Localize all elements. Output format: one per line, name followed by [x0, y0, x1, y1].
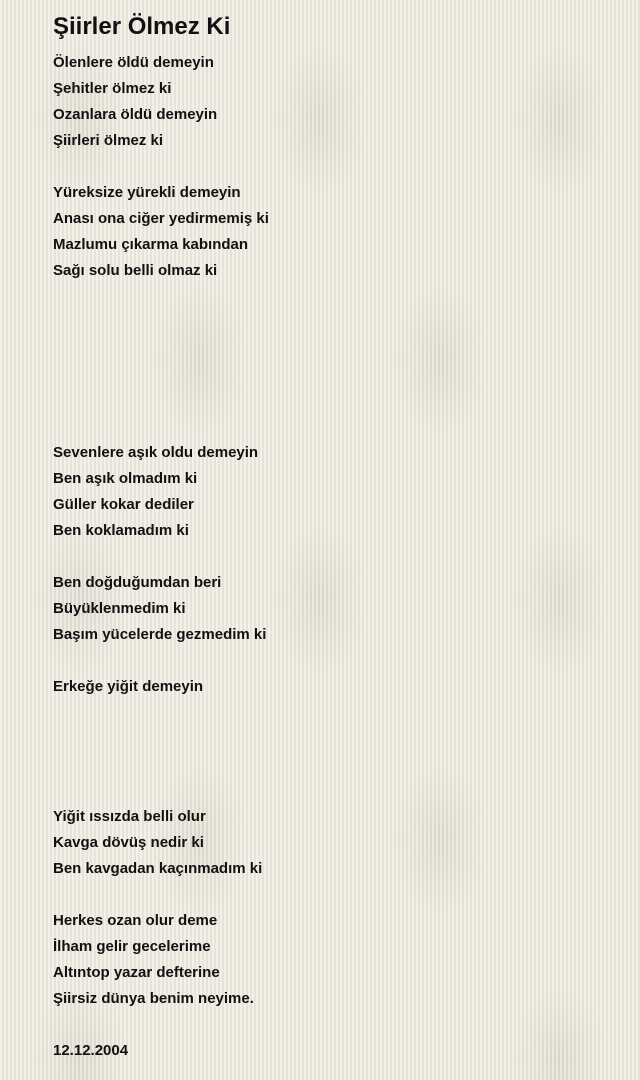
stanza-break — [53, 882, 613, 908]
stanza-break — [53, 700, 613, 726]
poem-line: Ben doğduğumdan beri — [53, 574, 222, 591]
stanza-break — [53, 362, 613, 388]
poem-line: Yüreksize yürekli demeyin — [53, 184, 241, 201]
stanza-break — [53, 414, 613, 440]
poem-title: Şiirler Ölmez Ki — [53, 13, 231, 40]
stanza-break — [53, 778, 613, 804]
stanza-break — [53, 544, 613, 570]
poem-line: Kavga dövüş nedir ki — [53, 834, 204, 851]
poem-line: Mazlumu çıkarma kabından — [53, 236, 249, 253]
poem-line: Sağı solu belli olmaz ki — [53, 262, 218, 279]
stanza-break — [53, 726, 613, 752]
poem-line: Ben aşık olmadım ki — [53, 470, 198, 487]
poem-line: Anası ona ciğer yedirmemiş ki — [53, 210, 269, 227]
stanza-break — [53, 648, 613, 674]
poem-line: Ölenlere öldü demeyin — [53, 54, 214, 71]
poem-line: Yiğit ıssızda belli olur — [53, 808, 206, 825]
poem-line: Herkes ozan olur deme — [53, 912, 218, 929]
poem-line: Ben kavgadan kaçınmadım ki — [53, 860, 263, 877]
poem-line: Şiirsiz dünya benim neyime. — [53, 990, 254, 1007]
stanza-break — [53, 284, 613, 310]
poem-line: Altıntop yazar defterine — [53, 964, 220, 981]
poem-line: 12.12.2004 — [53, 1042, 129, 1059]
poem-line: Şehitler ölmez ki — [53, 80, 172, 97]
stanza-break — [53, 1012, 613, 1038]
poem-line: Büyüklenmedim ki — [53, 600, 186, 617]
poem-body — [53, 50, 613, 1064]
poem-line: Sevenlere aşık oldu demeyin — [53, 444, 259, 461]
poem-page — [53, 12, 613, 1064]
poem-line: Başım yücelerde gezmedim ki — [53, 626, 267, 643]
stanza-break — [53, 154, 613, 180]
stanza-break — [53, 310, 613, 336]
poem-line: İlham gelir gecelerime — [53, 938, 211, 955]
poem-line: Ozanlara öldü demeyin — [53, 106, 218, 123]
stanza-break — [53, 336, 613, 362]
poem-line: Erkeğe yiğit demeyin — [53, 678, 204, 695]
poem-line: Güller kokar dediler — [53, 496, 194, 513]
poem-line: Şiirleri ölmez ki — [53, 132, 164, 149]
poem-line: Ben koklamadım ki — [53, 522, 189, 539]
stanza-break — [53, 752, 613, 778]
stanza-break — [53, 388, 613, 414]
